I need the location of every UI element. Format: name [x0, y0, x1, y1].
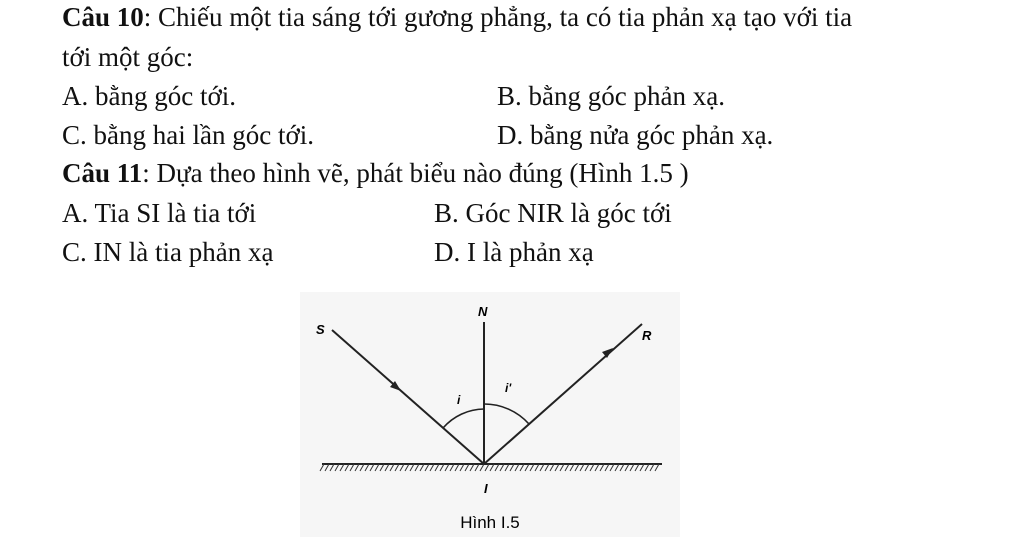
question-11-option-d: D. I là phản xạ: [434, 237, 594, 267]
label-angle-i: i: [457, 393, 461, 407]
label-s: S: [316, 322, 325, 337]
question-11-label: Câu 11: [62, 158, 143, 188]
question-11-option-a: A. Tia SI là tia tới: [62, 198, 257, 228]
question-11-stem: [62, 156, 689, 190]
question-11-option-c: C. IN là tia phản xạ: [62, 237, 274, 267]
diagram-background: [300, 292, 680, 537]
question-10-option-b: B. bằng góc phản xạ.: [497, 81, 725, 111]
label-r: R: [642, 328, 652, 343]
reflection-diagram: [300, 292, 680, 537]
question-10-option-d: D. bằng nửa góc phản xạ.: [497, 120, 774, 150]
question-10-stem-continued: tới một góc:: [62, 42, 194, 72]
question-10-label: Câu 10: [62, 2, 144, 32]
question-10-option-a: A. bằng góc tới.: [62, 81, 236, 111]
question-11-option-b: B. Góc NIR là góc tới: [434, 198, 672, 228]
question-10-stem: [62, 0, 852, 34]
figure-caption: Hình I.5: [460, 513, 520, 532]
label-n: N: [478, 304, 488, 319]
question-11-text: : Dựa theo hình vẽ, phát biểu nào đúng (Hình 1.5 ): [142, 158, 689, 188]
label-point-i: I: [484, 481, 488, 496]
question-10-option-c: C. bằng hai lần góc tới.: [62, 120, 314, 150]
question-10-text: : Chiếu một tia sáng tới gương phẳng, ta có tia phản xạ tạo với tia: [143, 2, 853, 32]
label-angle-i-prime: i': [505, 381, 512, 395]
